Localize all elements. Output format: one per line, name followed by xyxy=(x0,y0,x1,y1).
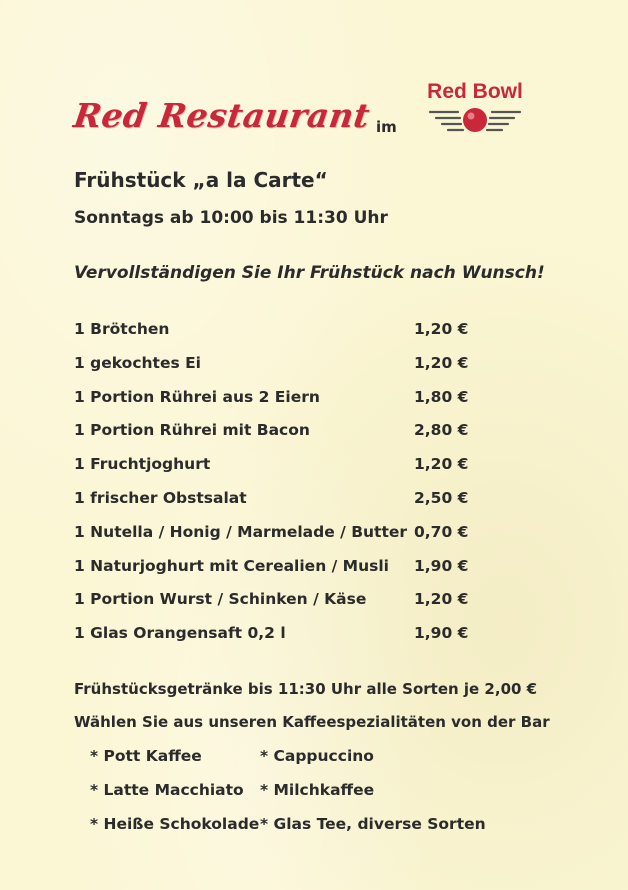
connector-text: im xyxy=(376,118,397,136)
menu-item-name: 1 Brötchen xyxy=(74,320,170,338)
menu-item-price: 1,20 € xyxy=(414,353,469,372)
menu-item-price: 1,20 € xyxy=(414,590,469,609)
coffee-intro: Wählen Sie aus unseren Kaffeespezialitäten von der Bar xyxy=(74,713,550,731)
header xyxy=(0,0,628,150)
menu-item xyxy=(74,590,474,624)
menu-item-name: 1 Fruchtjoghurt xyxy=(74,455,211,474)
menu-item xyxy=(74,455,474,489)
menu-list xyxy=(74,320,474,658)
menu-item-name: 1 Glas Orangensaft 0,2 l xyxy=(74,624,286,643)
coffee-item: * Pott Kaffee xyxy=(90,747,202,765)
menu-item-name: 1 gekochtes Ei xyxy=(74,353,201,372)
coffee-item: * Heiße Schokolade xyxy=(90,815,260,833)
coffee-item: * Glas Tee, diverse Sorten xyxy=(260,815,486,833)
menu-item-price: 1,20 € xyxy=(414,455,469,474)
menu-item xyxy=(74,388,474,422)
restaurant-name: Red Restaurant xyxy=(71,96,373,135)
menu-item-name: 1 Portion Rührei mit Bacon xyxy=(74,421,310,440)
menu-item-price: 1,20 € xyxy=(414,320,469,338)
tagline: Vervollständigen Sie Ihr Frühstück nach Wunsch! xyxy=(74,263,545,283)
menu-item xyxy=(74,354,474,388)
menu-item-name: 1 frischer Obstsalat xyxy=(74,488,247,507)
menu-item xyxy=(74,489,474,523)
drinks-note: Frühstücksgetränke bis 11:30 Uhr alle Sorten je 2,00 € xyxy=(74,680,538,698)
page-title: Frühstück „a la Carte“ xyxy=(74,168,328,192)
menu-item-price: 1,80 € xyxy=(414,387,469,406)
menu-item-price: 0,70 € xyxy=(414,522,469,541)
coffee-item: * Milchkaffee xyxy=(260,781,375,799)
red-bowl-logo xyxy=(412,80,538,140)
menu-item-price: 1,90 € xyxy=(414,556,469,575)
menu-item-name: 1 Nutella / Honig / Marmelade / Butter xyxy=(74,522,408,541)
menu-item-price: 1,90 € xyxy=(414,624,469,643)
menu-item xyxy=(74,320,474,354)
bowling-ball-icon xyxy=(428,106,522,136)
menu-item-price: 2,80 € xyxy=(414,421,469,440)
logo-text: Red Bowl xyxy=(427,80,523,103)
menu-item-name: 1 Naturjoghurt mit Cerealien / Musli xyxy=(74,556,389,575)
menu-item-price: 2,50 € xyxy=(414,488,469,507)
menu-item xyxy=(74,523,474,557)
menu-item-name: 1 Portion Wurst / Schinken / Käse xyxy=(74,590,367,609)
coffee-item: * Latte Macchiato xyxy=(90,781,244,799)
opening-hours: Sonntags ab 10:00 bis 11:30 Uhr xyxy=(74,208,388,228)
menu-item xyxy=(74,421,474,455)
menu-item-name: 1 Portion Rührei aus 2 Eiern xyxy=(74,387,320,406)
coffee-item: * Cappuccino xyxy=(260,747,374,765)
menu-item xyxy=(74,557,474,591)
menu-item xyxy=(74,624,474,658)
